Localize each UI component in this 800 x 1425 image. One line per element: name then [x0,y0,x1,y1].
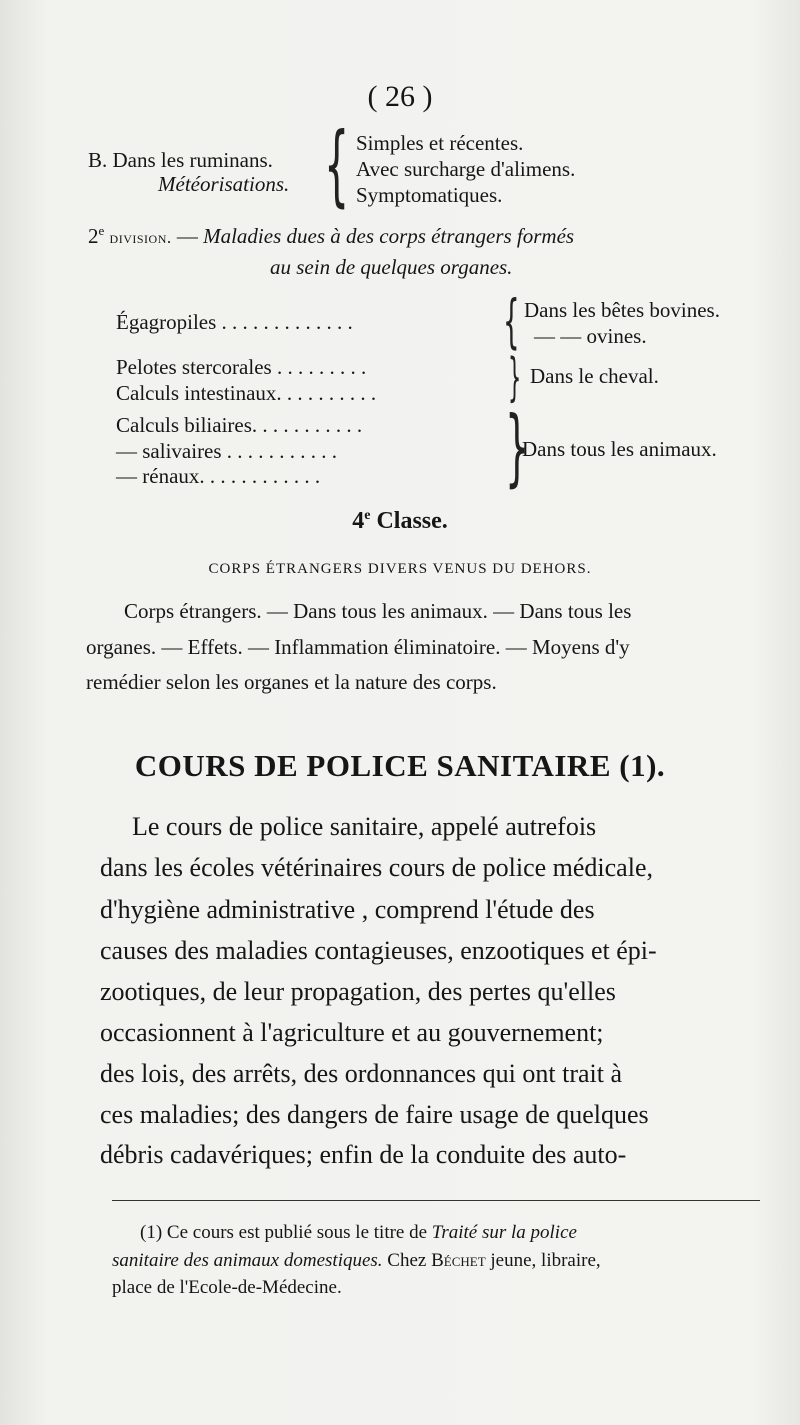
egagropiles-right-1: Dans les bêtes bovines. [524,298,720,322]
egagropiles-right-2: — — ovines. [534,324,647,348]
ruminants-label: B. Dans les ruminans. [88,148,273,172]
body-line: zootiques, de leur propagation, des pertes qu'elles [100,977,616,1006]
footnote-rule [112,1200,760,1201]
body-line: ces maladies; des dangers de faire usage de quelques [100,1100,649,1129]
page-number: ( 26 ) [367,80,433,113]
footnote-line-3: place de l'Ecole-de-Médecine. [112,1277,342,1298]
classe-heading: 4e Classe. [352,508,448,534]
calculs-salivaires-label: — salivaires . . . . . . . . . . . [116,439,338,463]
body-line: des lois, des arrêts, des ordonnances qui ont trait à [100,1059,623,1088]
pelotes-right: Dans le cheval. [530,364,659,388]
calculs-right: Dans tous les animaux. [522,437,717,461]
classe-subtitle: CORPS ÉTRANGERS DIVERS VENUS DU DEHORS. [208,561,592,577]
brace-icon: } [508,348,522,408]
pelotes-label: Pelotes stercorales . . . . . . . . . [116,355,367,379]
corps-line-2: organes. — Effets. — Inflammation éliminatoire. — Moyens d'y [86,635,630,659]
list-item: Avec surcharge d'alimens. [356,157,576,181]
body-line: causes des maladies contagieuses, enzootiques et épi- [100,936,657,965]
list-item: Symptomatiques. [356,183,503,207]
calculs-renaux-label: — rénaux. . . . . . . . . . . . [116,464,321,488]
body-line: d'hygiène administrative , comprend l'étude des [100,895,595,924]
body-line: dans les écoles vétérinaires cours de police médicale, [100,853,653,882]
ruminants-list [356,130,575,208]
division-heading-cont: au sein de quelques organes. [270,255,513,279]
corps-line-3: remédier selon les organes et la nature des corps. [86,670,497,694]
list-item: Simples et récentes. [356,131,524,155]
division-heading: 2e division. — Maladies dues à des corps étrangers formés [88,223,575,248]
corps-line-1: Corps étrangers. — Dans tous les animaux. — Dans tous les [124,599,632,623]
body-line: débris cadavériques; enfin de la conduite des auto- [100,1140,627,1169]
brace-icon: { [324,113,350,216]
ruminants-sub: Météorisations. [158,172,290,196]
footnote-line-1: (1) Ce cours est publié sous le titre de Traité sur la police [140,1222,577,1243]
egagropiles-label: Égagropiles . . . . . . . . . . . . . [116,310,353,334]
brace-icon: { [503,287,520,355]
footnote-line-2: sanitaire des animaux domestiques. Chez Béchet jeune, libraire, [112,1250,601,1271]
body-line: occasionnent à l'agriculture et au gouvernement; [100,1018,604,1047]
brace-icon: } [505,398,530,496]
calculs-biliaires-label: Calculs biliaires. . . . . . . . . . . [116,413,363,437]
section-title: COURS DE POLICE SANITAIRE (1). [134,748,666,783]
body-line: Le cours de police sanitaire, appelé autrefois [132,812,597,841]
calculs-intestinaux-label: Calculs intestinaux. . . . . . . . . . [116,381,377,405]
